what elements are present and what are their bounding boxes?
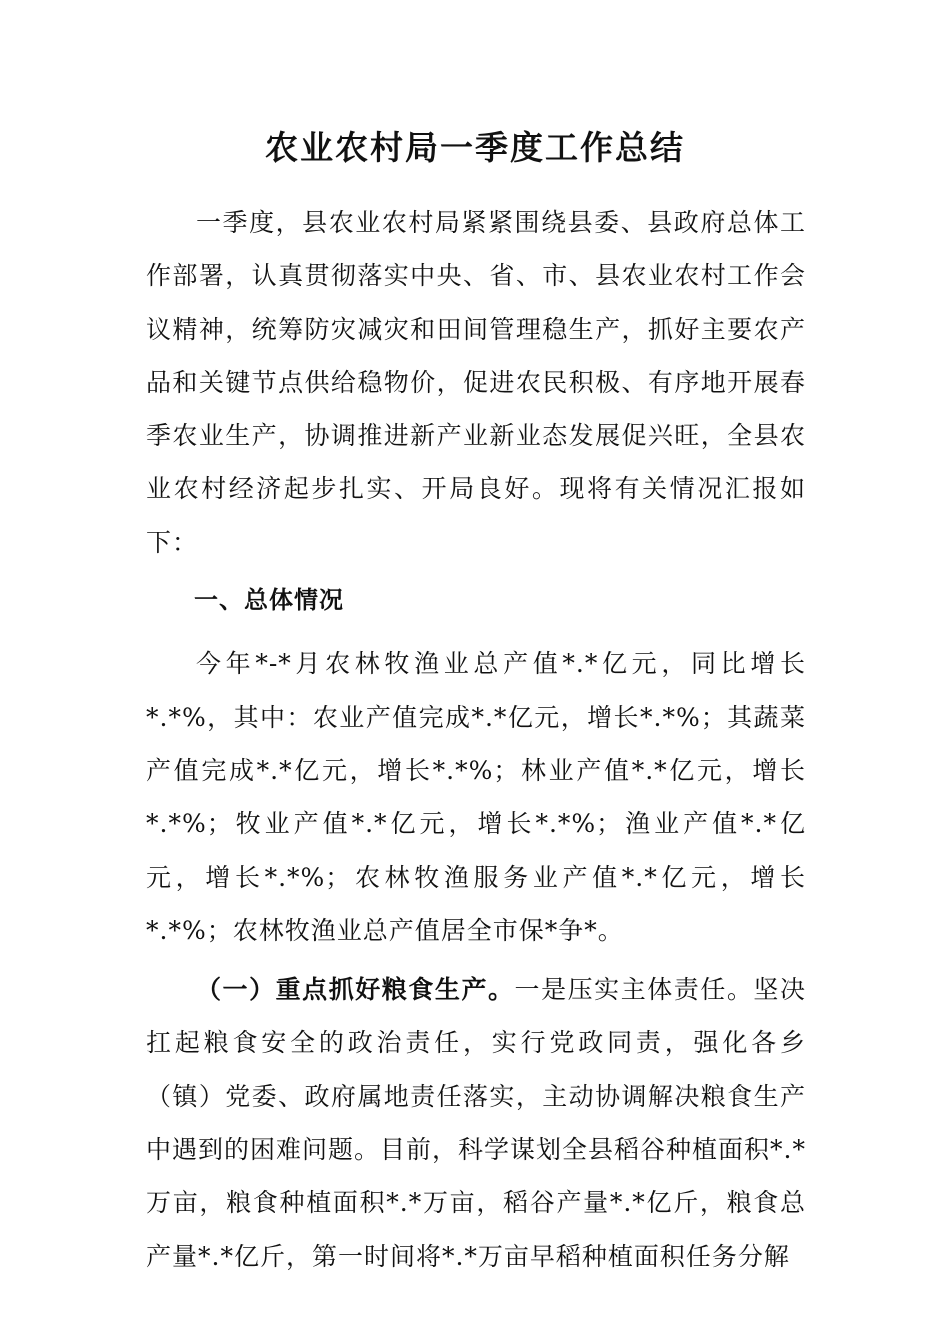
intro-paragraph: 一季度，县农业农村局紧紧围绕县委、县政府总体工作部署，认真贯彻落实中央、省、市、县农业农村工作会议精神，统筹防灾减灾和田间管理稳生产，抓好主要农产品和关键节点供给稳物价，促进农民积极、有序地开展春季农业生产，协调推进新产业新业态发展促兴旺，全县农业农村经济起步扎实、开局良好。现将有关情况汇报如下： [146, 208, 806, 557]
document-title: 农业农村局一季度工作总结 [265, 128, 685, 167]
subsection-text: 一是压实主体责任。坚决扛起粮食安全的政治责任，实行党政同责，强化各乡（镇）党委、政府属地责任落实，主动协调解决粮食生产中遇到的困难问题。目前，科学谋划全县稻谷种植面积*.*万亩，粮食种植面积*.*万亩，稻谷产量*.*亿斤，粮食总产量*.*亿斤，第一时间将*.*万亩早稻种植面积任务分解 [146, 975, 806, 1271]
document-body [146, 196, 806, 1283]
grain-production-paragraph [146, 963, 806, 1283]
section-heading: 一、总体情况 [194, 586, 344, 615]
subsection-lead: （一）重点抓好粮食生产。 [196, 975, 515, 1005]
overview-paragraph: 今年*-*月农林牧渔业总产值*.*亿元，同比增长*.*%，其中：农业产值完成*.*亿元，增长*.*%；其蔬菜产值完成*.*亿元，增长*.*%；林业产值*.*亿元，增长*.*%；牧业产值*.*亿元，增长*.*%；渔业产值*.*亿元，增长*.*%；农林牧渔服务业产值*.*亿元，增长*.*%；农林牧渔业总产值居全市保*争*。 [146, 649, 806, 945]
